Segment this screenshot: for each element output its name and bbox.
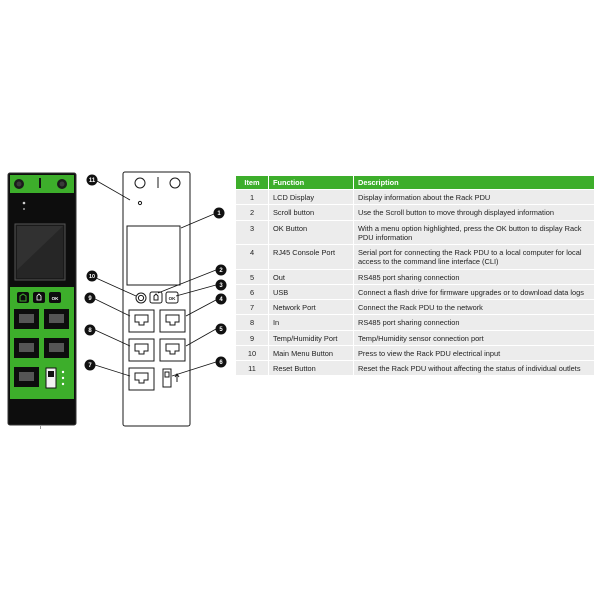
table-row	[236, 315, 595, 330]
function-table	[236, 176, 595, 375]
row-description: Temp/Humidity sensor connection port	[354, 330, 595, 345]
row-description: RS485 port sharing connection	[354, 315, 595, 330]
callout-2	[216, 265, 227, 276]
row-item: 7	[236, 300, 269, 315]
table-row	[236, 361, 595, 376]
callout-8	[85, 325, 96, 336]
svg-text:6: 6	[219, 360, 223, 367]
table-row	[236, 245, 595, 270]
row-item: 8	[236, 315, 269, 330]
table-row	[236, 220, 595, 245]
row-item: 5	[236, 269, 269, 284]
row-function: USB	[269, 284, 354, 299]
svg-text:9: 9	[88, 296, 92, 303]
svg-text:5: 5	[219, 327, 223, 334]
callout-10	[87, 271, 98, 282]
row-description: Display information about the Rack PDU	[354, 190, 595, 205]
row-function: Network Port	[269, 300, 354, 315]
row-description: Reset the Rack PDU without affecting the status of individual outlets	[354, 361, 595, 376]
table-header-row	[236, 176, 595, 190]
table-row	[236, 269, 595, 284]
pdu-line-drawing	[123, 172, 190, 426]
row-function: OK Button	[269, 220, 354, 245]
svg-text:8: 8	[88, 328, 92, 335]
callout-1	[214, 208, 225, 219]
row-item: 4	[236, 245, 269, 270]
row-description: With a menu option highlighted, press the OK button to display Rack PDU information	[354, 220, 595, 245]
row-item: 11	[236, 361, 269, 376]
row-function: Main Menu Button	[269, 345, 354, 360]
svg-text:4: 4	[219, 297, 223, 304]
row-description: Press to view the Rack PDU electrical input	[354, 345, 595, 360]
callout-badges	[85, 175, 227, 371]
row-description: Use the Scroll button to move through displayed information	[354, 205, 595, 220]
row-function: LCD Display	[269, 190, 354, 205]
svg-text:1: 1	[217, 211, 221, 218]
callout-5	[216, 324, 227, 335]
row-description: Connect the Rack PDU to the network	[354, 300, 595, 315]
leader-lines	[95, 181, 216, 376]
callout-11	[87, 175, 98, 186]
row-description: Serial port for connecting the Rack PDU to a local computer for local access to the command line interface (CLI)	[354, 245, 595, 270]
row-description: Connect a flash drive for firmware upgrades or to download data logs	[354, 284, 595, 299]
svg-text:10: 10	[89, 274, 95, 281]
header-function: Function	[269, 176, 354, 190]
row-item: 2	[236, 205, 269, 220]
svg-text:7: 7	[88, 363, 92, 370]
photo-ok-text: OK	[51, 296, 59, 301]
row-function: Out	[269, 269, 354, 284]
callout-7	[85, 360, 96, 371]
row-item: 1	[236, 190, 269, 205]
header-description: Description	[354, 176, 595, 190]
table-row	[236, 190, 595, 205]
row-item: 6	[236, 284, 269, 299]
callout-9	[85, 293, 96, 304]
row-item: 9	[236, 330, 269, 345]
row-item: 3	[236, 220, 269, 245]
svg-text:3: 3	[219, 283, 223, 290]
table-row	[236, 284, 595, 299]
pdu-photo	[8, 173, 76, 429]
callout-6	[216, 357, 227, 368]
row-function: Temp/Humidity Port	[269, 330, 354, 345]
row-function: In	[269, 315, 354, 330]
callout-4	[216, 294, 227, 305]
callout-3	[216, 280, 227, 291]
svg-text:11: 11	[88, 178, 96, 185]
table-row	[236, 205, 595, 220]
table-row	[236, 330, 595, 345]
row-item: 10	[236, 345, 269, 360]
header-item: Item	[236, 176, 269, 190]
row-function: Reset Button	[269, 361, 354, 376]
table-row	[236, 345, 595, 360]
row-function: Scroll button	[269, 205, 354, 220]
row-function: RJ45 Console Port	[269, 245, 354, 270]
table-row	[236, 300, 595, 315]
svg-text:2: 2	[219, 268, 223, 275]
row-description: RS485 port sharing connection	[354, 269, 595, 284]
drawing-ok-text: OK	[168, 296, 176, 301]
